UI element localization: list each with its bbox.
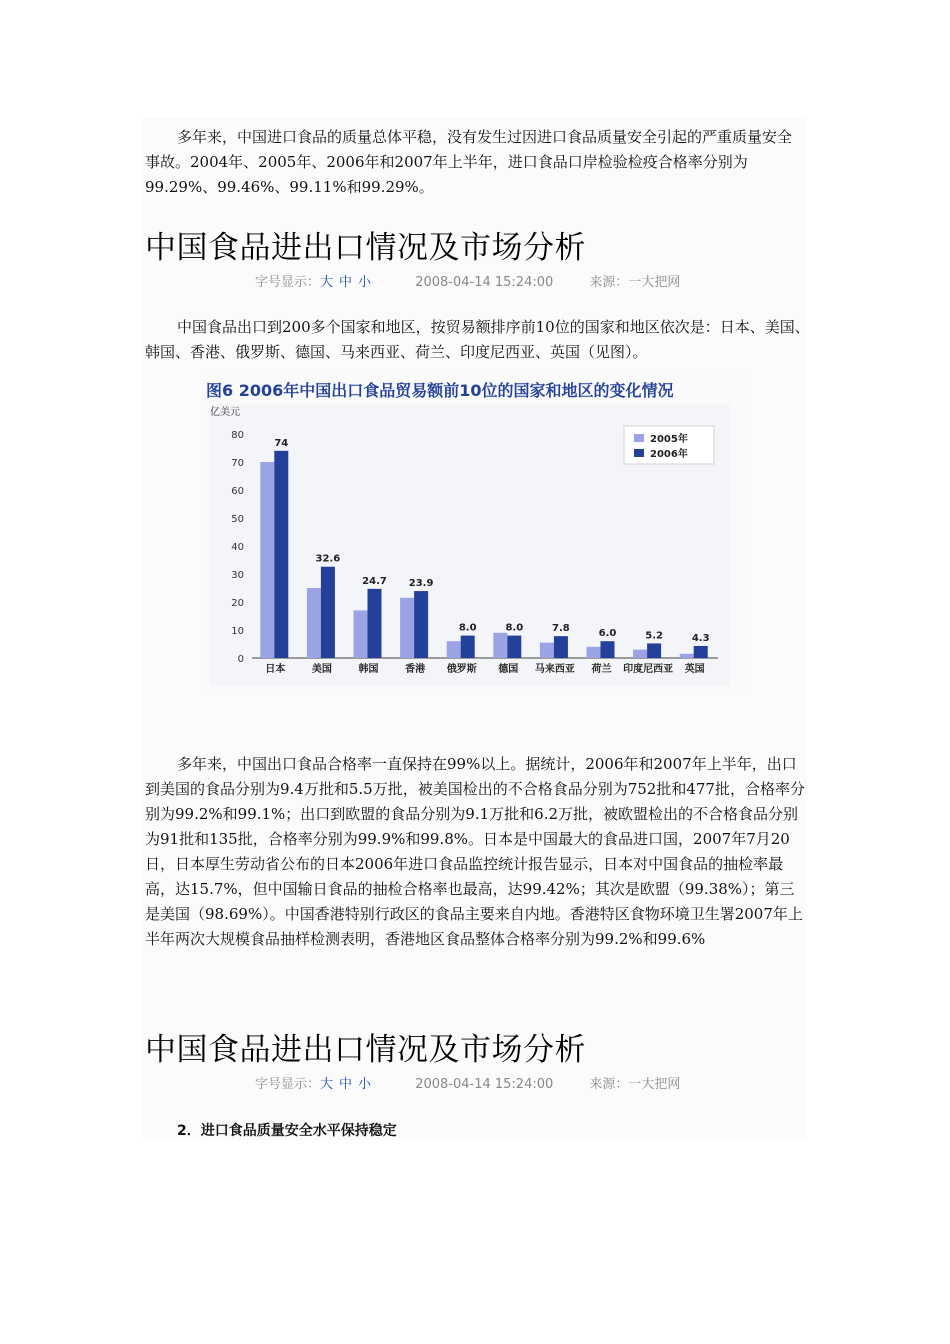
bar-2005-7 — [587, 647, 601, 658]
y-tick-label: 80 — [231, 430, 244, 441]
bar-2005-6 — [540, 643, 554, 658]
x-tick-label: 德国 — [498, 664, 519, 675]
bar-2006-2 — [368, 589, 382, 658]
bar-2005-3 — [400, 598, 414, 658]
legend-swatch — [634, 434, 644, 442]
x-tick-label: 美国 — [311, 664, 332, 675]
x-tick-label: 荷兰 — [591, 664, 612, 675]
data-label: 23.9 — [408, 578, 434, 590]
export-chart — [200, 374, 750, 690]
data-label: 8.0 — [458, 622, 477, 634]
data-label: 5.2 — [645, 630, 663, 642]
data-label: 6.0 — [598, 628, 617, 640]
x-tick-label: 马来西亚 — [534, 664, 575, 675]
font-size-label: 字号显示： — [255, 275, 321, 290]
bar-2005-0 — [260, 462, 274, 658]
bar-2006-8 — [647, 643, 661, 658]
font-size-large-link[interactable]: 大 — [320, 275, 334, 290]
y-tick-label: 60 — [231, 486, 244, 497]
y-axis-label: 亿美元 — [210, 407, 240, 418]
y-tick-label: 0 — [237, 654, 244, 665]
bar-2005-4 — [447, 641, 461, 658]
bar-2005-5 — [493, 633, 507, 658]
y-tick-label: 20 — [231, 598, 244, 609]
article-title: 中国食品进出口情况及市场分析 — [145, 230, 586, 266]
intro-paragraph: 多年来，中国进口食品的质量总体平稳，没有发生过因进口食品质量安全引起的严重质量安全事故。2004年、2005年、2006年和2007年上半年，进口食品口岸检验检疫合格率分别为99.29%、99.46%、99.11%和99.29%。 — [145, 128, 793, 196]
bar-2005-2 — [354, 610, 368, 658]
bar-2006-0 — [274, 451, 288, 658]
font-size-label-2: 字号显示： — [255, 1077, 321, 1092]
bar-2006-1 — [321, 567, 335, 658]
font-size-medium-link[interactable]: 中 — [339, 275, 353, 290]
section-subheading: 2．进口食品质量安全水平保持稳定 — [177, 1123, 397, 1139]
x-tick-label: 印度尼西亚 — [623, 664, 674, 675]
bar-2006-5 — [507, 636, 521, 658]
publish-date-2: 2008-04-14 15:24:00 — [415, 1077, 554, 1092]
bar-2005-9 — [680, 654, 694, 658]
data-label: 32.6 — [315, 553, 341, 565]
font-size-small-link-2[interactable]: 小 — [358, 1077, 372, 1092]
font-size-medium-link-2[interactable]: 中 — [339, 1077, 353, 1092]
article-source-2: 来源：一大把网 — [589, 1077, 681, 1092]
export-paragraph: 中国食品出口到200多个国家和地区，按贸易额排序前10位的国家和地区依次是：日本、美国、韩国、香港、俄罗斯、德国、马来西亚、荷兰、印度尼西亚、英国（见图）。 — [145, 318, 810, 361]
data-label: 24.7 — [362, 575, 387, 587]
x-tick-label: 日本 — [265, 664, 286, 675]
font-size-large-link-2[interactable]: 大 — [320, 1077, 334, 1092]
bar-2006-4 — [461, 636, 475, 658]
font-size-small-link[interactable]: 小 — [358, 275, 372, 290]
y-tick-label: 30 — [231, 570, 244, 581]
article-meta — [255, 271, 680, 290]
article-title-2: 中国食品进出口情况及市场分析 — [145, 1032, 586, 1068]
quality-paragraph: 多年来，中国出口食品合格率一直保持在99%以上。据统计，2006年和2007年上半年，出口到美国的食品分别为9.4万批和5.5万批，被美国检出的不合格食品分别为752批和477批，合格率分别为99.2%和99.1%；出口到欧盟的食品分别为9.1万批和6.2万批，被欧盟检出的不合格食品分别为91批和135批，合格率分别为99.9%和99.8%。日本是中国最大的食品进口国，2007年7月20日，日本厚生劳动省公布的日本2006年进口食品监控统计报告显示，日本对中国食品的抽检率最高，达15.7%，但中国输日食品的抽检合格率也最高，达99.42%；其次是欧盟（99.38%）；第三是美国（98.69%）。中国香港特别行政区的食品主要来自内地。香港特区食物环境卫生署2007年上半年两次大规模食品抽样检测表明，香港地区食品整体合格率分别为99.2%和99.6% — [145, 755, 805, 948]
y-tick-label: 50 — [231, 514, 244, 525]
bar-2006-3 — [414, 591, 428, 658]
bar-2006-9 — [694, 646, 708, 658]
chart-title: 图6 2006年中国出口食品贸易额前10位的国家和地区的变化情况 — [206, 381, 674, 400]
legend-label: 2006年 — [650, 449, 688, 460]
data-label: 74 — [274, 437, 289, 449]
data-label: 4.3 — [691, 632, 710, 644]
bar-2006-6 — [554, 636, 568, 658]
x-tick-label: 香港 — [405, 664, 426, 675]
legend-swatch — [634, 449, 644, 457]
y-tick-label: 70 — [231, 458, 244, 469]
bar-2005-8 — [633, 650, 647, 658]
y-tick-label: 10 — [231, 626, 244, 637]
data-label: 8.0 — [505, 622, 524, 634]
article-source: 来源：一大把网 — [589, 275, 681, 290]
data-label: 7.8 — [552, 623, 570, 635]
article-meta-2 — [255, 1073, 680, 1092]
publish-date: 2008-04-14 15:24:00 — [415, 275, 554, 290]
y-tick-label: 40 — [231, 542, 244, 553]
x-tick-label: 俄罗斯 — [446, 664, 477, 675]
x-tick-label: 英国 — [684, 664, 705, 675]
x-tick-label: 韩国 — [358, 664, 379, 675]
bar-2006-7 — [601, 641, 615, 658]
legend-label: 2005年 — [650, 434, 688, 445]
bar-2005-1 — [307, 588, 321, 658]
